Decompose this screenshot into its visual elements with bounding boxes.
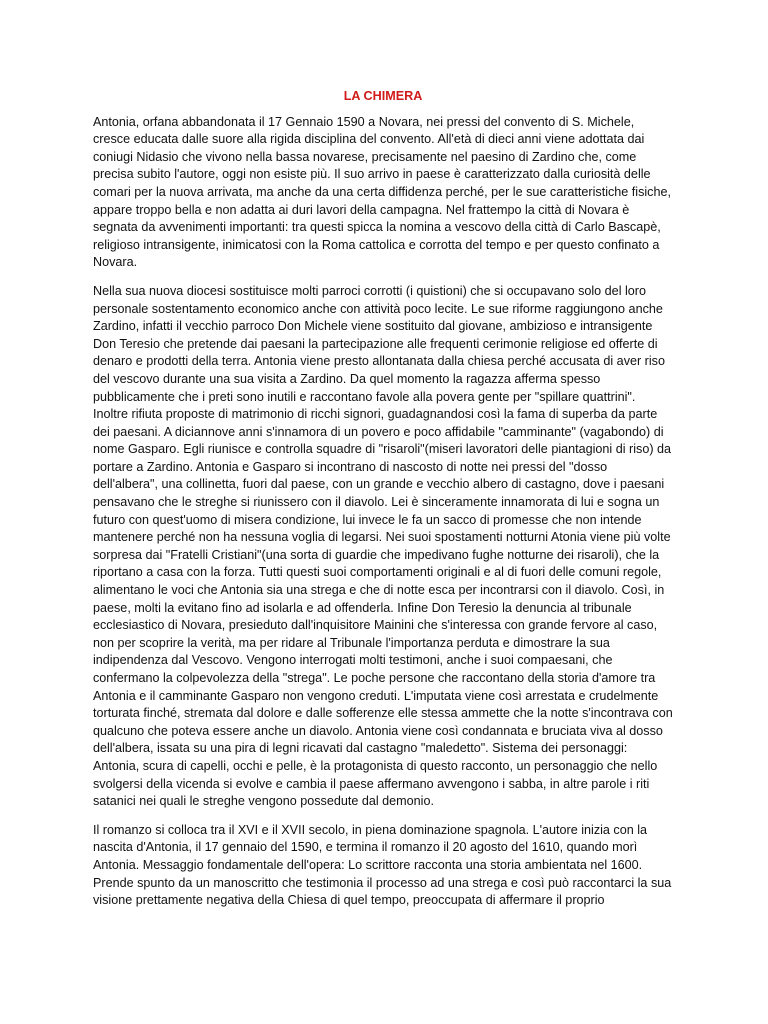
document-title: LA CHIMERA <box>343 89 423 103</box>
paragraph-1: Antonia, orfana abbandonata il 17 Gennaio 1590 a Novara, nei pressi del convento di S. Michele, cresce educata dalle suore alla rigida disciplina del convento. All'età di dieci anni viene adottata dai coniugi Nidasio che vivono nella bassa novarese, precisamente nel paesino di Zardino che, come precisa subito l'autore, oggi non esiste più. Il suo arrivo in paese è caratterizzato dalla curiosità delle comari per la nuova arrivata, ma anche da una certa diffidenza perché, per le sue caratteristiche fisiche, appare troppo bella e non adatta ai duri lavori della campagna. Nel frattempo la città di Novara è segnata da avvenimenti importanti: tra questi spicca la nomina a vescovo della città di Carlo Bascapè, religioso intransigente, inimicatosi con la Roma cattolica e corrotta del tempo e per questo confinato a Novara. <box>93 114 671 270</box>
paragraph-3: Il romanzo si colloca tra il XVI e il XVII secolo, in piena dominazione spagnola. L'autore inizia con la nascita d'Antonia, il 17 gennaio del 1590, e termina il romanzo il 20 agosto del 1610, quando morì Antonia. Messaggio fondamentale dell'opera: Lo scrittore racconta una storia ambientata nel 1600. Prende spunto da un manoscritto che testimonia il processo ad una strega e così può raccontarci la sua visione prettamente negativa della Chiesa di quel tempo, preoccupata di affermare il proprio <box>93 822 672 908</box>
document-page <box>93 88 673 921</box>
paragraph-2: Nella sua nuova diocesi sostituisce molti parroci corrotti (i quistioni) che si occupavano solo del loro personale sostentamento economico anche con attività poco lecite. Le sue riforme raggiungono anche Zardino, infatti il vecchio parroco Don Michele viene sostituito dal giovane, ambizioso e intransigente Don Teresio che pretende dai paesani la partecipazione alle frequenti cerimonie religiose ed offerte di denaro e prodotti della terra. Antonia viene presto allontanata dalla chiesa perché accusata di aver riso del vescovo durante una sua visita a Zardino. Da quel momento la ragazza afferma spesso pubblicamente che i preti sono inutili e raccontano favole alla povera gente per "spillare quattrini". Inoltre rifiuta proposte di matrimonio di ricchi signori, guadagnandosi così la fama di superba da parte dei paesani. A diciannove anni s'innamora di un povero e poco affidabile "camminante" (vagabondo) di nome Gasparo. Egli riunisce e controlla squadre di "risaroli"(miseri lavoratori delle piantagioni di riso) da portare a Zardino. Antonia e Gasparo si incontrano di nascosto di notte nei pressi del "dosso dell'albera", una collinetta, fuori dal paese, con un grande e vecchio albero di castagno, dove i paesani pensavano che le streghe si riunissero con il diavolo. Lei è sinceramente innamorata di lui e sogna un futuro con quest'uomo di misera condizione, lui invece le fa un sacco di promesse che non intende mantenere perché non ha nessuna voglia di legarsi. Nei suoi spostamenti notturni Atonia viene più volte sorpresa dai "Fratelli Cristiani"(una sorta di guardie che impedivano fughe notturne dei risaroli), che la riportano a casa con la forza. Tutti questi suoi comportamenti originali e al di fuori delle comuni regole, alimentano le voci che Antonia sia una strega e che di notte esca per incontrarsi con il diavolo. Così, in paese, molti la evitano fino ad isolarla e ad offenderla. Infine Don Teresio la denuncia al tribunale ecclesiastico di Novara, presieduto dall'inquisitore Mainini che s'interessa con grande fervore al caso, non per scoprire la verità, ma per ridare al Tribunale l'importanza perduta e dimostrare la sua indipendenza dal Vescovo. Vengono interrogati molti testimoni, anche i suoi compaesani, che confermano la colpevolezza della "strega". Le poche persone che raccontano della storia d'amore tra Antonia e il camminante Gasparo non vengono creduti. L'imputata viene così arrestata e crudelmente torturata finché, stremata dal dolore e dalle sofferenze elle stessa ammette che la notte s'incontrava con qualcuno che poteva essere anche un diavolo. Antonia viene così condannata e bruciata viva al dosso dell'albera, issata su una pira di legni ricavati dal castagno "maledetto". Sistema dei personaggi: Antonia, scura di capelli, occhi e pelle, è la protagonista di questo racconto, un personaggio che nello svolgersi della vicenda si evolve e cambia il paese affermano avvengono i sabba, in altre parole i riti satanici nei quali le streghe vengono possedute dal demonio. <box>93 283 673 809</box>
